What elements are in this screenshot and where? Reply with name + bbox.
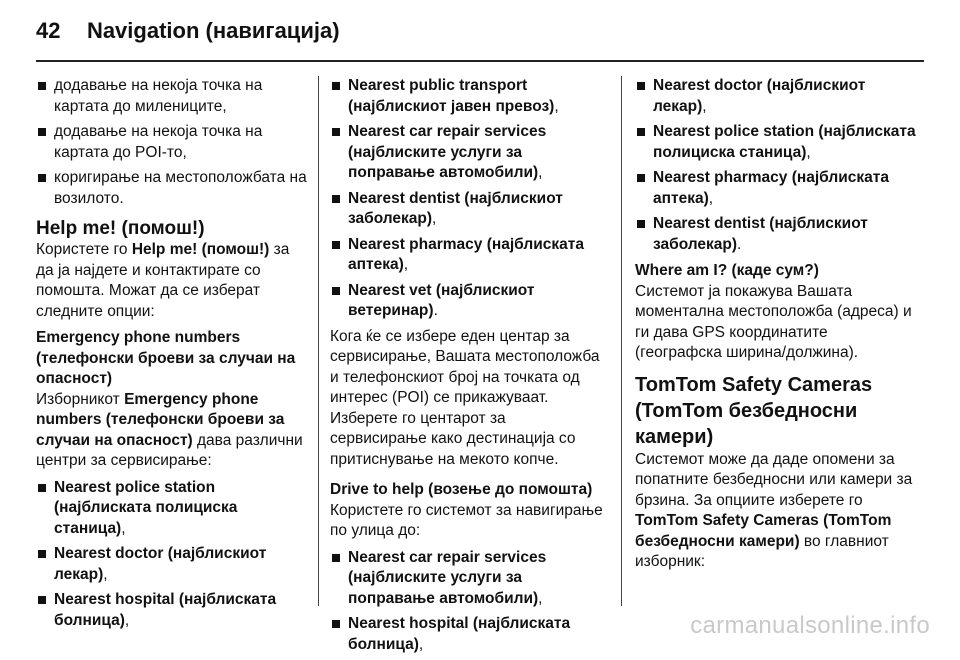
column-divider-1	[318, 76, 319, 606]
page-header	[36, 18, 340, 48]
list-item: Nearest doctor (најблискиот лекар),	[36, 544, 308, 585]
drive-paragraph: Користете го системот за навигирање по улица до:	[330, 501, 603, 539]
drive-heading: Drive to help (возење до помошта)	[330, 481, 593, 498]
header-divider	[36, 60, 924, 62]
services-list	[330, 76, 605, 322]
emergency-heading: Emergency phone numbers (телефонски броеви за случаи на опасност)	[36, 329, 296, 387]
drive-list-continued	[635, 76, 917, 255]
list-item: Nearest vet (најблискиот ветеринар).	[330, 281, 605, 322]
list-item: Nearest police station (најблиската полициска станица),	[635, 122, 917, 163]
column-1	[36, 76, 308, 636]
tomtom-paragraph: Системот може да даде опомени за попатните безбедносни или камери за брзина. За опциите изберете го TomTom Safety Cameras (TomTom безбедносни камери) во главниот изборник:	[635, 450, 913, 570]
list-item: Nearest dentist (најблискиот заболекар).	[635, 214, 917, 255]
where-heading: Where am I? (каде сум?)	[635, 262, 819, 279]
list-item: додавање на некоја точка на картата до милениците,	[36, 76, 308, 117]
list-item: Nearest hospital (најблиската болница),	[330, 614, 605, 655]
service-paragraph: Кога ќе се избере еден центар за сервисирање, Вашата местоположба и телефонскиот број на точката од интерес (POI) се прикажуваат. Изберете го центарот за сервисирање како дестинација со притиснување на мекото копче.	[330, 327, 600, 468]
page-number: 42	[36, 18, 61, 43]
column-2	[330, 76, 605, 660]
column-divider-2	[621, 76, 622, 606]
where-paragraph: Системот ја покажува Вашата моментална местоположба (адреса) и ги дава GPS координатите (географска ширина/должина).	[635, 282, 912, 361]
list-item: Nearest pharmacy (најблиската аптека),	[330, 235, 605, 276]
list-item: Nearest car repair services (најблиските услуги за поправање автомобили),	[330, 122, 605, 184]
help-paragraph: Користете го Help me! (помош!) за да ја најдете и контактирате со помошта. Можат да се изберат следните опции:	[36, 241, 290, 320]
list-item: Nearest doctor (најблискиот лекар),	[635, 76, 917, 117]
drive-list	[330, 548, 605, 656]
intro-list	[36, 76, 308, 209]
list-item: Nearest public transport (најблискиот јавен превоз),	[330, 76, 605, 117]
emergency-paragraph: Изборникот Emergency phone numbers (телефонски броеви за случаи на опасност) дава различни центри за сервисирање:	[36, 390, 303, 469]
list-item: Nearest pharmacy (најблиската аптека),	[635, 168, 917, 209]
help-heading: Help me! (помош!)	[36, 218, 205, 239]
list-item: додавање на некоја точка на картата до POI-то,	[36, 122, 308, 163]
tomtom-heading: TomTom Safety Cameras (TomTom безбедносни камери)	[635, 373, 873, 448]
list-item: Nearest police station (најблиската полициска станица),	[36, 478, 308, 540]
column-3	[635, 76, 917, 573]
page-title: Navigation (навигација)	[86, 18, 340, 43]
list-item: Nearest hospital (најблиската болница),	[36, 590, 308, 631]
watermark: carmanualsonline.info	[690, 612, 930, 639]
emergency-list	[36, 478, 308, 632]
list-item: Nearest car repair services (најблиските услуги за поправање автомобили),	[330, 548, 605, 610]
list-item: коригирање на местоположбата на возилото.	[36, 168, 308, 209]
list-item: Nearest dentist (најблискиот заболекар),	[330, 189, 605, 230]
